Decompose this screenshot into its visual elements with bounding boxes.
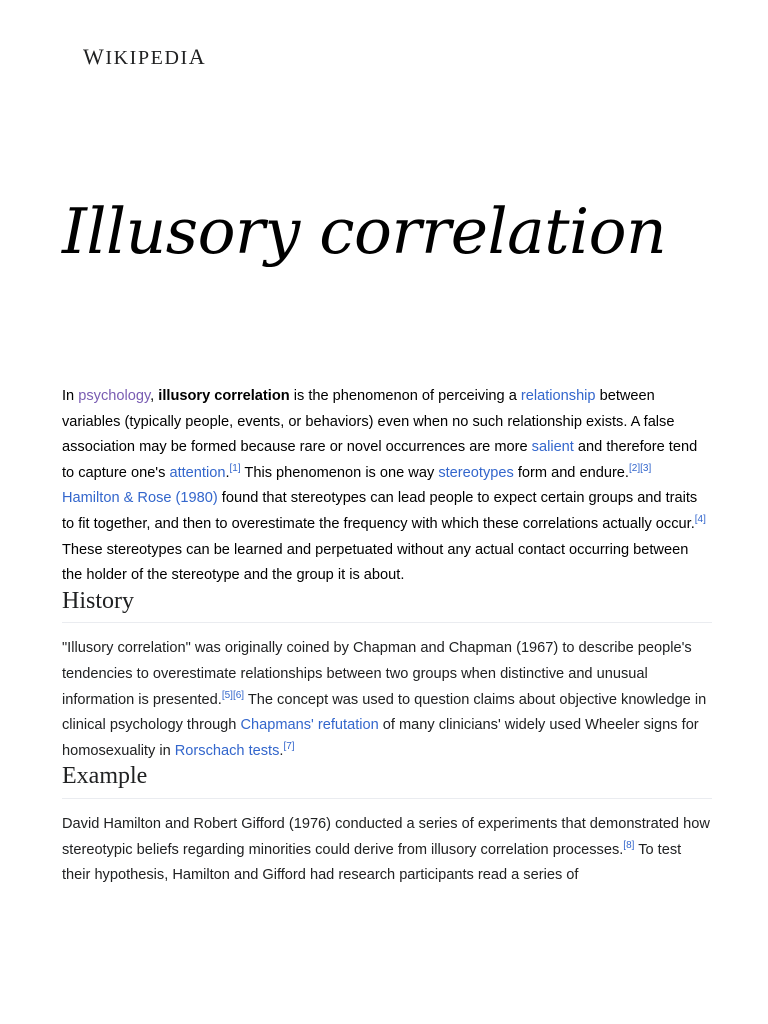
wordmark-middle: IKIPEDI [105,47,189,69]
text: . [279,742,284,759]
ref-3[interactable]: [3] [640,462,652,474]
wordmark-initial: W [83,44,106,69]
ref-8[interactable]: [8] [623,839,635,851]
section-heading-history: History [62,589,712,624]
spacer [62,799,712,812]
ref-1[interactable]: [1] [229,462,241,474]
link-stereotypes[interactable]: stereotypes [438,464,514,481]
text: These stereotypes can be learned and perpetuated without any actual contact occurring between the holder of the stereotype and the group it is about. [62,541,689,584]
link-salient[interactable]: salient [531,439,574,456]
history-paragraph [62,636,712,764]
text: is the phenomenon of perceiving a [289,388,521,404]
text: David Hamilton and Robert Gifford (1976) conducted a series of experiments that demonstrated how stereotypic beliefs regarding minorities could derive from illusory correlation processes. [62,815,710,858]
ref-7[interactable]: [7] [283,740,295,752]
link-attention[interactable]: attention [169,464,226,481]
wordmark-final: A [188,44,207,69]
article-body [62,384,712,889]
text: of many clinicians' widely used Wheeler signs for homosexuality in [62,717,699,759]
text: , [150,388,159,404]
link-rorschach-tests[interactable]: Rorschach tests [174,742,280,759]
spacer [62,623,712,636]
text: between variables (typically people, events, or behaviors) even when no such relationship exists. A false association may be formed because rare or novel occurrences are more [62,388,675,456]
citation [695,514,706,525]
ref-2[interactable]: [2] [628,462,641,474]
text: . [225,464,230,481]
ref-6[interactable]: [6] [232,689,245,701]
wikipedia-wordmark[interactable] [83,44,206,70]
text: The concept was used to question claims about objective knowledge in clinical psychology through [62,691,707,734]
text: To test their hypothesis, Hamilton and Gifford had research participants read a series of [62,841,682,884]
intro-paragraph [62,384,712,589]
section-heading-example: Example [62,764,712,799]
link-chapmans-refutation[interactable]: Chapmans' refutation [240,717,379,734]
citation [230,463,241,474]
link-hamilton-rose[interactable]: Hamilton & Rose (1980) [62,490,218,507]
citation [222,690,244,701]
text: "Illusory correlation" was originally coined by Chapman and Chapman (1967) to describe people's tendencies to overestimate relationships between two groups when distinctive and unusual information is presented. [62,640,692,708]
bold-term: illusory correlation [158,388,290,404]
text: found that stereotypes can lead people to expect certain groups and traits to fit together, and then to overestimate the frequency with which these correlations actually occur. [62,490,698,532]
citation [623,840,634,851]
ref-4[interactable]: [4] [694,514,706,526]
ref-5[interactable]: [5] [221,689,233,701]
citation [283,741,294,752]
link-psychology[interactable]: psychology [78,388,151,404]
text: and therefore tend to capture one's [62,439,698,481]
example-paragraph [62,812,712,889]
text: This phenomenon is one way [240,464,439,481]
citation [629,463,651,474]
page-title: Illusory correlation [62,195,667,268]
link-relationship[interactable]: relationship [520,388,596,404]
text: form and endure. [513,464,629,481]
text: In [62,388,79,404]
